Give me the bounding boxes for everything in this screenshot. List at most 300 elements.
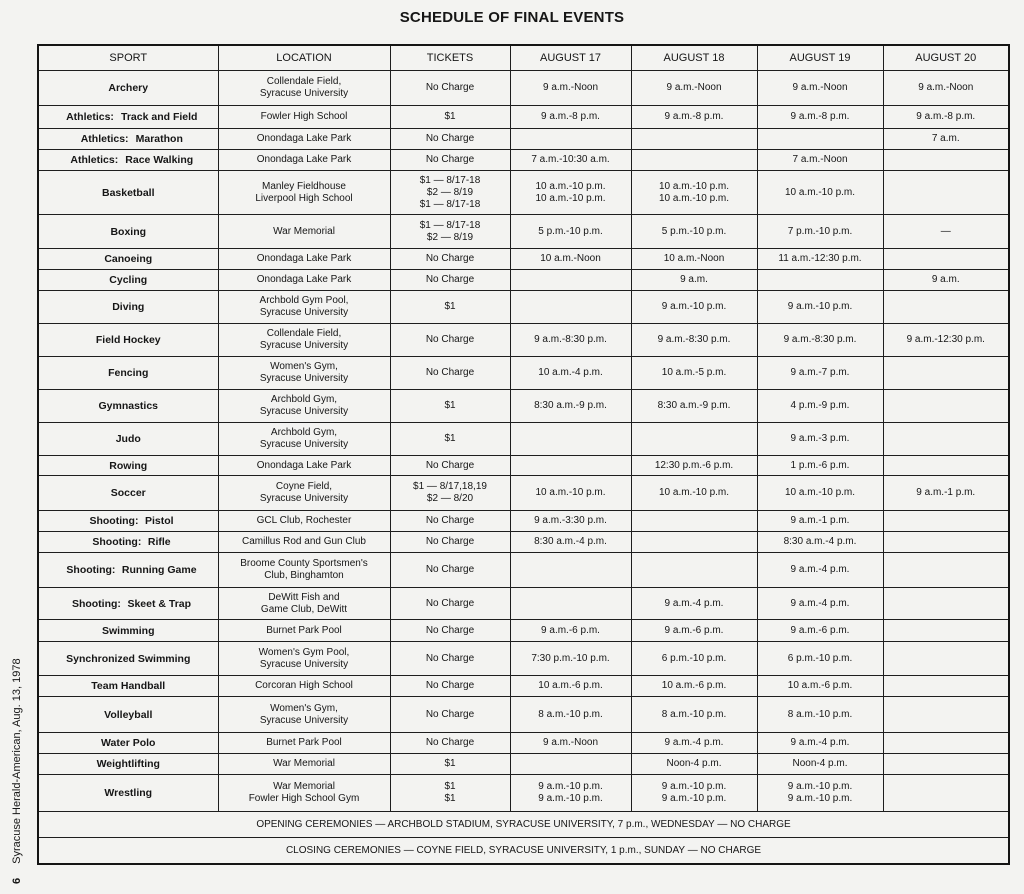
aug18-cell xyxy=(631,270,757,291)
table-row xyxy=(38,215,1009,249)
sport-cell: Weightlifting xyxy=(38,754,218,775)
sport-cell: Cycling xyxy=(38,270,218,291)
location-line: Onondaga Lake Park xyxy=(256,154,352,165)
aug17-cell xyxy=(510,150,631,171)
closing-ceremonies-note: CLOSING CEREMONIES — COYNE FIELD, SYRACUSE UNIVERSITY, 1 p.m., SUNDAY — NO CHARGE xyxy=(38,838,1009,865)
tickets-cell xyxy=(390,215,510,249)
aug18-cell xyxy=(631,588,757,620)
location-cell xyxy=(218,215,390,249)
location-line: Archbold Gym Pool, xyxy=(259,295,349,306)
tickets-cell xyxy=(390,71,510,106)
sport-cell xyxy=(38,553,218,588)
sport-cell xyxy=(38,532,218,553)
aug20-line: 9 a.m. xyxy=(931,274,960,285)
aug20-line: 9 a.m.-8 p.m. xyxy=(916,111,976,122)
table-row xyxy=(38,676,1009,697)
aug18-line: 9 a.m.-6 p.m. xyxy=(664,624,724,636)
aug17-line: 8 a.m.-10 p.m. xyxy=(538,708,603,720)
aug20-cell xyxy=(883,532,1009,553)
aug19-cell xyxy=(757,270,883,291)
aug18-line: 8 a.m.-10 p.m. xyxy=(661,708,727,720)
sport-cell xyxy=(38,106,218,129)
sport-category: Shooting: xyxy=(71,597,121,610)
table-row xyxy=(38,511,1009,532)
aug17-line: 9 a.m.-8 p.m. xyxy=(541,111,600,122)
tickets-cell xyxy=(390,733,510,754)
tickets-line: No Charge xyxy=(425,82,475,93)
table-row xyxy=(38,129,1009,150)
location-line: Syracuse University xyxy=(259,307,349,318)
aug20-cell xyxy=(883,324,1009,357)
sport-cell: Team Handball xyxy=(38,676,218,697)
location-line: Women's Gym, xyxy=(270,361,338,372)
sport-cell xyxy=(38,588,218,620)
aug19-line: 6 p.m.-10 p.m. xyxy=(787,652,853,664)
aug17-line: 10 a.m.-10 p.m. xyxy=(535,180,606,192)
sport-cell: Diving xyxy=(38,291,218,324)
aug17-line: 5 p.m.-10 p.m. xyxy=(538,225,603,237)
sport-event: Race Walking xyxy=(125,154,194,166)
aug19-line: 9 a.m.-7 p.m. xyxy=(790,367,850,378)
tickets-line: No Charge xyxy=(425,708,475,720)
aug19-line: 9 a.m.-4 p.m. xyxy=(790,737,850,748)
aug17-cell xyxy=(510,754,631,775)
location-line: Women's Gym Pool, xyxy=(258,646,350,658)
tickets-cell xyxy=(390,129,510,150)
aug19-line: 10 a.m.-6 p.m. xyxy=(787,680,853,691)
table-row xyxy=(38,476,1009,511)
aug20-cell xyxy=(883,106,1009,129)
aug18-cell xyxy=(631,357,757,390)
aug19-line: 9 a.m.-10 p.m. xyxy=(787,301,853,312)
location-line: Women's Gym, xyxy=(270,702,338,714)
location-cell xyxy=(218,754,390,775)
location-line: Burnet Park Pool xyxy=(266,737,342,748)
aug19-cell xyxy=(757,553,883,588)
tickets-line: $1 xyxy=(444,111,456,122)
table-row xyxy=(38,754,1009,775)
aug20-cell xyxy=(883,390,1009,423)
page-title: SCHEDULE OF FINAL EVENTS xyxy=(399,9,625,26)
aug20-line: — xyxy=(940,225,951,237)
location-line: Syracuse University xyxy=(259,439,349,450)
tickets-cell xyxy=(390,390,510,423)
aug17-line: 9 a.m.-8:30 p.m. xyxy=(534,334,607,345)
location-line: Liverpool High School xyxy=(255,192,353,204)
aug18-cell xyxy=(631,390,757,423)
tickets-line: No Charge xyxy=(425,334,475,345)
aug19-line: 8 a.m.-10 p.m. xyxy=(787,708,853,720)
aug18-cell xyxy=(631,775,757,812)
aug17-cell xyxy=(510,106,631,129)
tickets-line: No Charge xyxy=(425,459,475,471)
sport-event: Skeet & Trap xyxy=(127,597,192,610)
col-header-location: LOCATION xyxy=(218,45,390,71)
tickets-cell xyxy=(390,620,510,642)
aug17-line: 9 a.m.-Noon xyxy=(542,737,599,748)
aug19-cell xyxy=(757,588,883,620)
location-cell xyxy=(218,588,390,620)
location-cell xyxy=(218,642,390,676)
aug18-cell xyxy=(631,532,757,553)
aug18-cell xyxy=(631,697,757,733)
aug20-cell xyxy=(883,249,1009,270)
aug17-line: 9 a.m.-10 p.m. xyxy=(538,781,603,792)
tickets-line: $2 — 8/20 xyxy=(426,493,474,504)
col-header-august-18: AUGUST 18 xyxy=(631,45,757,71)
table-row xyxy=(38,775,1009,812)
location-line: War Memorial xyxy=(273,225,335,237)
table-row xyxy=(38,620,1009,642)
aug18-cell xyxy=(631,476,757,511)
sport-cell: Basketball xyxy=(38,171,218,215)
tickets-cell xyxy=(390,553,510,588)
tickets-line: No Charge xyxy=(425,680,475,691)
tickets-line: $1 xyxy=(444,400,456,411)
aug17-line: 9 a.m.-6 p.m. xyxy=(541,624,600,636)
location-cell xyxy=(218,171,390,215)
aug18-line: 9 a.m.-4 p.m. xyxy=(664,597,724,609)
sport-cell: Volleyball xyxy=(38,697,218,733)
location-line: Onondaga Lake Park xyxy=(256,253,352,264)
aug18-cell xyxy=(631,129,757,150)
aug18-line: 5 p.m.-10 p.m. xyxy=(661,225,727,237)
location-line: Syracuse University xyxy=(259,493,349,504)
location-line: Coyne Field, xyxy=(275,481,333,492)
aug18-line: Noon-4 p.m. xyxy=(666,758,722,769)
location-cell xyxy=(218,423,390,456)
aug19-cell xyxy=(757,249,883,270)
aug17-cell xyxy=(510,588,631,620)
aug20-cell xyxy=(883,620,1009,642)
table-row xyxy=(38,733,1009,754)
sport-category: Shooting: xyxy=(89,515,139,527)
aug17-cell xyxy=(510,171,631,215)
location-line: Onondaga Lake Park xyxy=(256,274,352,285)
aug17-line: 9 a.m.-Noon xyxy=(542,82,599,93)
aug17-cell xyxy=(510,390,631,423)
tickets-line: $1 — 8/17-18 xyxy=(419,174,481,186)
aug19-cell xyxy=(757,106,883,129)
aug19-cell xyxy=(757,390,883,423)
sport-cell: Water Polo xyxy=(38,733,218,754)
aug20-line: 9 a.m.-12:30 p.m. xyxy=(906,334,985,345)
sport-cell: Gymnastics xyxy=(38,390,218,423)
aug20-cell xyxy=(883,150,1009,171)
location-line: Onondaga Lake Park xyxy=(256,133,352,144)
aug20-cell xyxy=(883,553,1009,588)
sport-event: Pistol xyxy=(144,515,174,527)
location-cell xyxy=(218,476,390,511)
aug19-line: 9 a.m.-6 p.m. xyxy=(790,624,850,636)
aug17-line: 7 a.m.-10:30 a.m. xyxy=(531,154,610,165)
aug19-line: 9 a.m.-Noon xyxy=(792,82,848,93)
aug19-line: 10 a.m.-10 p.m. xyxy=(784,186,856,198)
aug20-cell xyxy=(883,476,1009,511)
sport-cell: Judo xyxy=(38,423,218,456)
aug19-line: 9 a.m.-3 p.m. xyxy=(790,433,850,444)
aug19-cell xyxy=(757,532,883,553)
location-line: Collendale Field, xyxy=(266,76,342,87)
aug17-cell xyxy=(510,697,631,733)
aug19-cell xyxy=(757,215,883,249)
aug18-cell xyxy=(631,642,757,676)
aug17-cell xyxy=(510,532,631,553)
sport-category: Athletics: xyxy=(66,111,114,123)
location-line: Broome County Sportsmen's xyxy=(240,558,368,569)
aug18-line: 9 a.m.-10 p.m. xyxy=(661,781,727,792)
location-cell xyxy=(218,129,390,150)
aug18-line: 9 a.m. xyxy=(680,274,708,285)
aug18-line: 9 a.m.-8:30 p.m. xyxy=(657,334,731,345)
tickets-cell xyxy=(390,357,510,390)
aug17-cell xyxy=(510,324,631,357)
location-line: Onondaga Lake Park xyxy=(256,459,352,471)
location-line: Collendale Field, xyxy=(266,328,342,339)
publication-credit: Syracuse Herald-American, Aug. 13, 1978 xyxy=(11,658,23,864)
table-row xyxy=(38,357,1009,390)
aug18-line: 8:30 a.m.-9 p.m. xyxy=(657,400,731,411)
aug19-cell xyxy=(757,357,883,390)
aug19-line: 8:30 a.m.-4 p.m. xyxy=(783,536,857,547)
aug18-line: 12:30 p.m.-6 p.m. xyxy=(654,459,734,471)
location-cell xyxy=(218,532,390,553)
location-line: Syracuse University xyxy=(259,658,349,670)
aug18-line: 9 a.m.-4 p.m. xyxy=(664,737,724,748)
tickets-line: $1 xyxy=(444,301,456,312)
aug20-line: 9 a.m.-Noon xyxy=(918,82,974,93)
sport-event: Rifle xyxy=(147,536,171,548)
location-cell xyxy=(218,620,390,642)
table-row xyxy=(38,553,1009,588)
aug18-cell xyxy=(631,249,757,270)
location-line: DeWitt Fish and xyxy=(268,591,340,603)
tickets-line: No Charge xyxy=(425,274,475,285)
tickets-cell xyxy=(390,775,510,812)
col-header-tickets: TICKETS xyxy=(390,45,510,71)
aug17-cell xyxy=(510,270,631,291)
tickets-line: No Charge xyxy=(425,154,475,165)
tickets-cell xyxy=(390,754,510,775)
location-line: Burnet Park Pool xyxy=(266,624,342,636)
tickets-cell xyxy=(390,171,510,215)
aug18-line: 6 p.m.-10 p.m. xyxy=(661,652,727,664)
aug18-line: 10 a.m.-10 p.m. xyxy=(658,192,730,204)
sport-event: Marathon xyxy=(135,133,183,145)
table-row xyxy=(38,71,1009,106)
aug20-cell xyxy=(883,215,1009,249)
col-header-august-20: AUGUST 20 xyxy=(883,45,1009,71)
aug19-cell xyxy=(757,324,883,357)
aug19-cell xyxy=(757,129,883,150)
aug17-line: 10 a.m.-10 p.m. xyxy=(535,192,606,204)
aug20-line: 7 a.m. xyxy=(931,133,960,144)
tickets-cell xyxy=(390,423,510,456)
aug19-cell xyxy=(757,150,883,171)
table-row xyxy=(38,106,1009,129)
aug20-cell xyxy=(883,754,1009,775)
aug20-cell xyxy=(883,511,1009,532)
table-row xyxy=(38,291,1009,324)
aug17-cell xyxy=(510,620,631,642)
aug20-cell xyxy=(883,676,1009,697)
aug17-cell xyxy=(510,676,631,697)
aug18-cell xyxy=(631,456,757,476)
location-line: Club, Binghamton xyxy=(264,570,344,581)
location-line: Syracuse University xyxy=(259,373,349,384)
schedule-table xyxy=(37,44,1010,865)
aug18-line: 10 a.m.-10 p.m. xyxy=(658,487,730,498)
aug18-line: 10 a.m.-Noon xyxy=(663,253,725,264)
aug19-cell xyxy=(757,620,883,642)
aug19-line: 9 a.m.-8:30 p.m. xyxy=(783,334,857,345)
aug17-cell xyxy=(510,423,631,456)
aug17-cell xyxy=(510,476,631,511)
aug18-line: 10 a.m.-5 p.m. xyxy=(661,367,727,378)
aug19-line: 4 p.m.-9 p.m. xyxy=(790,400,850,411)
aug18-line: 9 a.m.-Noon xyxy=(666,82,722,93)
tickets-cell xyxy=(390,106,510,129)
sport-cell: Wrestling xyxy=(38,775,218,812)
location-cell xyxy=(218,511,390,532)
sport-cell: Soccer xyxy=(38,476,218,511)
sport-cell xyxy=(38,511,218,532)
location-cell xyxy=(218,390,390,423)
aug20-cell xyxy=(883,171,1009,215)
sport-cell: Canoeing xyxy=(38,249,218,270)
aug20-line: 9 a.m.-1 p.m. xyxy=(916,487,976,498)
table-row xyxy=(38,456,1009,476)
aug18-line: 10 a.m.-10 p.m. xyxy=(658,180,730,192)
aug19-cell xyxy=(757,775,883,812)
location-line: GCL Club, Rochester xyxy=(256,515,352,526)
aug17-cell xyxy=(510,642,631,676)
aug17-line: 10 a.m.-4 p.m. xyxy=(538,367,603,378)
aug17-cell xyxy=(510,456,631,476)
aug19-line: 9 a.m.-4 p.m. xyxy=(790,564,850,575)
aug18-cell xyxy=(631,71,757,106)
aug20-cell xyxy=(883,697,1009,733)
sport-cell xyxy=(38,129,218,150)
tickets-line: No Charge xyxy=(425,564,475,575)
tickets-cell xyxy=(390,511,510,532)
aug19-cell xyxy=(757,476,883,511)
aug17-line: 7:30 p.m.-10 p.m. xyxy=(531,652,610,664)
aug19-line: 1 p.m.-6 p.m. xyxy=(790,459,850,471)
header-row xyxy=(38,45,1009,71)
sport-cell xyxy=(38,150,218,171)
aug18-line: 9 a.m.-8 p.m. xyxy=(664,111,724,122)
aug19-cell xyxy=(757,171,883,215)
table-row xyxy=(38,150,1009,171)
aug19-line: 7 p.m.-10 p.m. xyxy=(787,225,853,237)
aug18-line: 9 a.m.-10 p.m. xyxy=(661,301,727,312)
table-row xyxy=(38,171,1009,215)
tickets-cell xyxy=(390,642,510,676)
tickets-line: $1 — 8/17-18 xyxy=(419,219,481,231)
aug18-cell xyxy=(631,423,757,456)
aug19-cell xyxy=(757,291,883,324)
aug17-line: 9 a.m.-3:30 p.m. xyxy=(534,515,607,526)
aug17-cell xyxy=(510,129,631,150)
sport-event: Track and Field xyxy=(121,111,198,123)
location-line: Syracuse University xyxy=(259,88,349,99)
col-header-august-17: AUGUST 17 xyxy=(510,45,631,71)
col-header-august-19: AUGUST 19 xyxy=(757,45,883,71)
aug20-cell xyxy=(883,733,1009,754)
tickets-cell xyxy=(390,476,510,511)
aug17-line: 8:30 a.m.-9 p.m. xyxy=(534,400,607,411)
location-line: Fowler High School Gym xyxy=(248,793,360,804)
tickets-line: $2 — 8/19 xyxy=(426,231,474,243)
sport-cell: Synchronized Swimming xyxy=(38,642,218,676)
table-row xyxy=(38,532,1009,553)
location-line: Syracuse University xyxy=(259,714,349,726)
sport-cell: Rowing xyxy=(38,456,218,476)
aug18-cell xyxy=(631,553,757,588)
aug18-cell xyxy=(631,733,757,754)
sport-cell: Archery xyxy=(38,71,218,106)
table-row xyxy=(38,249,1009,270)
aug19-line: 10 a.m.-10 p.m. xyxy=(784,487,856,498)
tickets-cell xyxy=(390,324,510,357)
aug18-cell xyxy=(631,620,757,642)
table-row xyxy=(38,642,1009,676)
aug19-line: 11 a.m.-12:30 p.m. xyxy=(778,253,862,264)
aug18-cell xyxy=(631,150,757,171)
location-line: Fowler High School xyxy=(260,111,348,122)
aug19-line: 9 a.m.-8 p.m. xyxy=(790,111,850,122)
aug20-cell xyxy=(883,642,1009,676)
aug17-line: 9 a.m.-10 p.m. xyxy=(538,793,603,804)
aug19-cell xyxy=(757,754,883,775)
aug20-cell xyxy=(883,423,1009,456)
tickets-line: $1 — 8/17-18 xyxy=(419,198,481,210)
sport-event: Running Game xyxy=(121,564,197,576)
aug17-cell xyxy=(510,553,631,588)
table-body xyxy=(38,71,1009,812)
location-cell xyxy=(218,324,390,357)
tickets-cell xyxy=(390,676,510,697)
aug18-cell xyxy=(631,291,757,324)
sport-cell: Swimming xyxy=(38,620,218,642)
aug20-cell xyxy=(883,270,1009,291)
tickets-line: No Charge xyxy=(425,515,475,526)
aug19-line: 9 a.m.-4 p.m. xyxy=(790,597,850,609)
aug18-cell xyxy=(631,106,757,129)
tickets-cell xyxy=(390,249,510,270)
tickets-line: No Charge xyxy=(425,253,475,264)
table-row xyxy=(38,270,1009,291)
aug17-line: 10 a.m.-Noon xyxy=(540,253,601,264)
aug19-cell xyxy=(757,511,883,532)
location-cell xyxy=(218,456,390,476)
tickets-line: $1 xyxy=(444,758,456,769)
tickets-cell xyxy=(390,588,510,620)
tickets-cell xyxy=(390,456,510,476)
location-line: Manley Fieldhouse xyxy=(262,180,346,192)
tickets-cell xyxy=(390,291,510,324)
aug19-cell xyxy=(757,676,883,697)
aug17-cell xyxy=(510,291,631,324)
aug18-line: 9 a.m.-10 p.m. xyxy=(661,793,727,804)
aug17-cell xyxy=(510,775,631,812)
tickets-line: $1 xyxy=(444,793,456,804)
aug20-cell xyxy=(883,357,1009,390)
footnote-row xyxy=(38,838,1009,865)
location-line: Corcoran High School xyxy=(255,680,353,691)
footnote-row xyxy=(38,812,1009,838)
